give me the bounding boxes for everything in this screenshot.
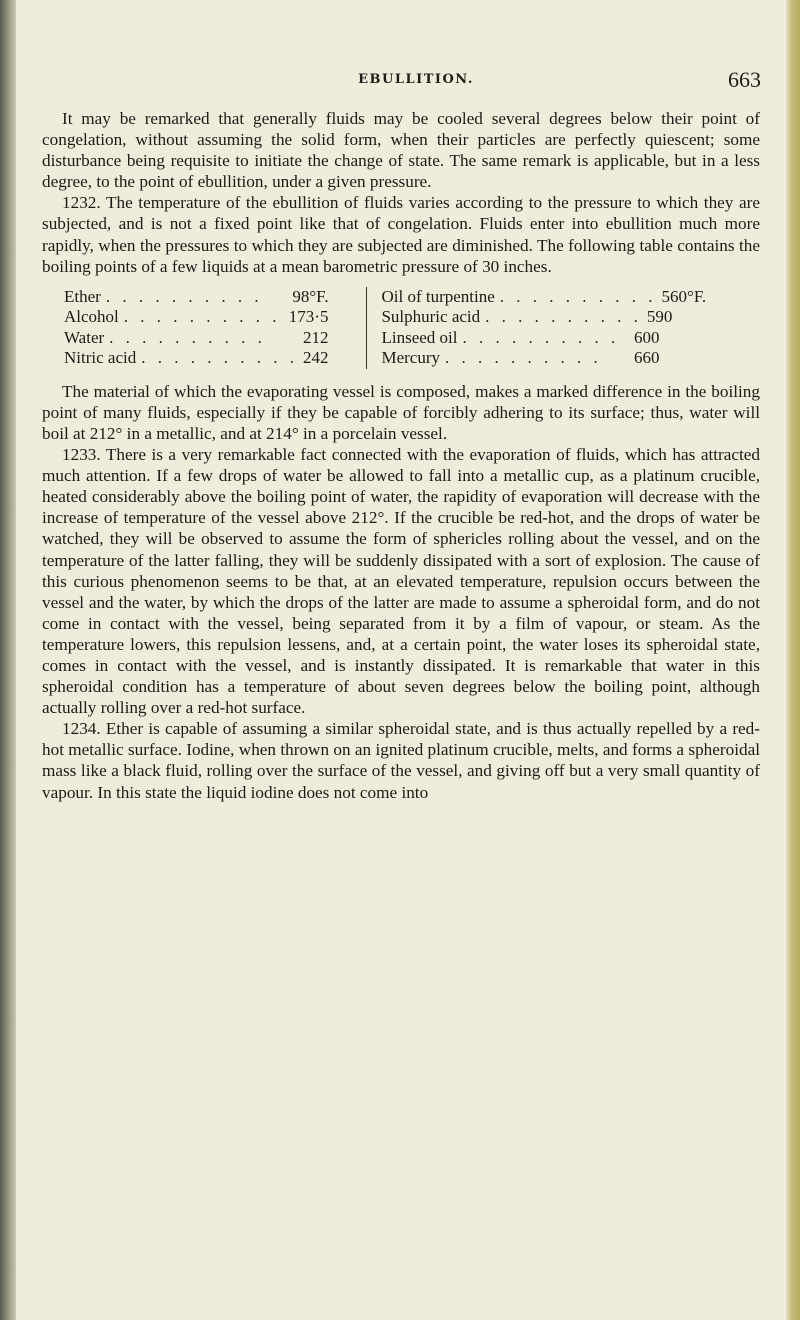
liquid-name: Sulphuric acid [381,307,481,327]
page-edge [786,0,800,1320]
boiling-point: 173·5 [288,307,329,327]
table-column-left [64,287,367,369]
boiling-point: 600 [633,327,660,347]
boiling-point: 212 [302,327,329,347]
page-number: 663 [728,67,761,92]
table-column-right [367,286,707,369]
boiling-point: 242 [302,348,329,368]
liquid-name: Water [64,327,105,347]
boiling-point: 660 [633,348,660,368]
liquid-name: Linseed oil [381,327,458,347]
boiling-point: 560°F. [661,286,707,306]
liquid-name: Mercury [381,348,440,368]
table-row: Alcohol . . . . . . . . . . 173·5 [64,307,329,327]
boiling-point: 590 [646,307,673,327]
liquid-name: Oil of turpentine [381,286,495,306]
liquid-name: Alcohol [64,307,119,327]
table-row: Linseed oil . . . . . . . . . . 600 [381,327,660,347]
liquid-name: Ether [64,286,101,306]
paragraph-supercooling: It may be remarked that generally fluids may be cooled several degrees below their point of congelation, without assuming the solid form, when their particles are perfectly quiescent; some disturbance being requisite to initiate the change of state. The same remark is applicable, but in a less degree, to the point of ebullition, under a given pressure. [42,109,760,192]
table-row: Oil of turpentine . . . . . . . . . . 560°F. [381,286,707,306]
page-binding-shadow [0,0,16,1320]
table-row: Water . . . . . . . . . . 212 [64,327,329,347]
body-text [42,108,760,803]
table-row: Ether . . . . . . . . . . 98°F. [64,286,329,306]
table-row: Nitric acid . . . . . . . . . . 242 [64,348,329,368]
running-title: EBULLITION. [358,72,474,87]
liquid-name: Nitric acid [64,348,137,368]
page-header [56,64,776,100]
boiling-point: 98°F. [292,286,329,306]
paragraph-1232: 1232. The temperature of the ebullition of fluids varies according to the pressure to which they are subjected, and is not a fixed point like that of congelation. Fluids enter into ebullition much more rapidly, when the pressures to which they are subjected are diminished. The following table contains the boiling points of a few liquids at a mean barometric pressure of 30 inches. [42,193,760,276]
paragraph-vessel-material: The material of which the evaporating vessel is composed, makes a marked difference in the boiling point of many fluids, especially if they be capable of forcibly adhering to its surface; thus, water will boil at 212° in a metallic, and at 214° in a porcelain vessel. [42,381,760,443]
table-row: Mercury . . . . . . . . . . 660 [381,348,660,368]
boiling-points-table [64,286,707,369]
table-row: Sulphuric acid . . . . . . . . . . 590 [381,307,673,327]
paragraph-1233: 1233. There is a very remarkable fact connected with the evaporation of fluids, which has attracted much attention. If a few drops of water be allowed to fall into a metallic cup, as a platinum crucible, heated considerably above the boiling point of water, the rapidity of evaporation will decrease with the increase of temperature of the vessel above 212°. If the crucible be red-hot, and the drops of water be watched, they will be observed to assume the form of sphericles rolling about the vessel, and on the temperature of the latter falling, they will be suddenly dissipated with a sort of explosion. The cause of this curious phenomenon seems to be that, at an elevated temperature, repulsion occurs between the vessel and the water, by which the drops of the latter are made to assume a spheroidal form, and do not come in contact with the vessel, being separated from it by a film of vapour, or steam. As the temperature lowers, this repulsion lessens, and, at a certain point, the water loses its spheroidal state, comes in contact with the vessel, and is instantly dissipated. It is remarkable that water in this spheroidal condition has a temperature of about seven degrees below the boiling point, although actually rolling over a red-hot surface. [42,445,760,718]
paragraph-1234: 1234. Ether is capable of assuming a similar spheroidal state, and is thus actually repelled by a red-hot metallic surface. Iodine, when thrown on an ignited platinum crucible, melts, and forms a spheroidal mass like a black fluid, rolling over the surface of the vessel, and giving off but a very small quantity of vapour. In this state the liquid iodine does not come into [42,719,760,802]
